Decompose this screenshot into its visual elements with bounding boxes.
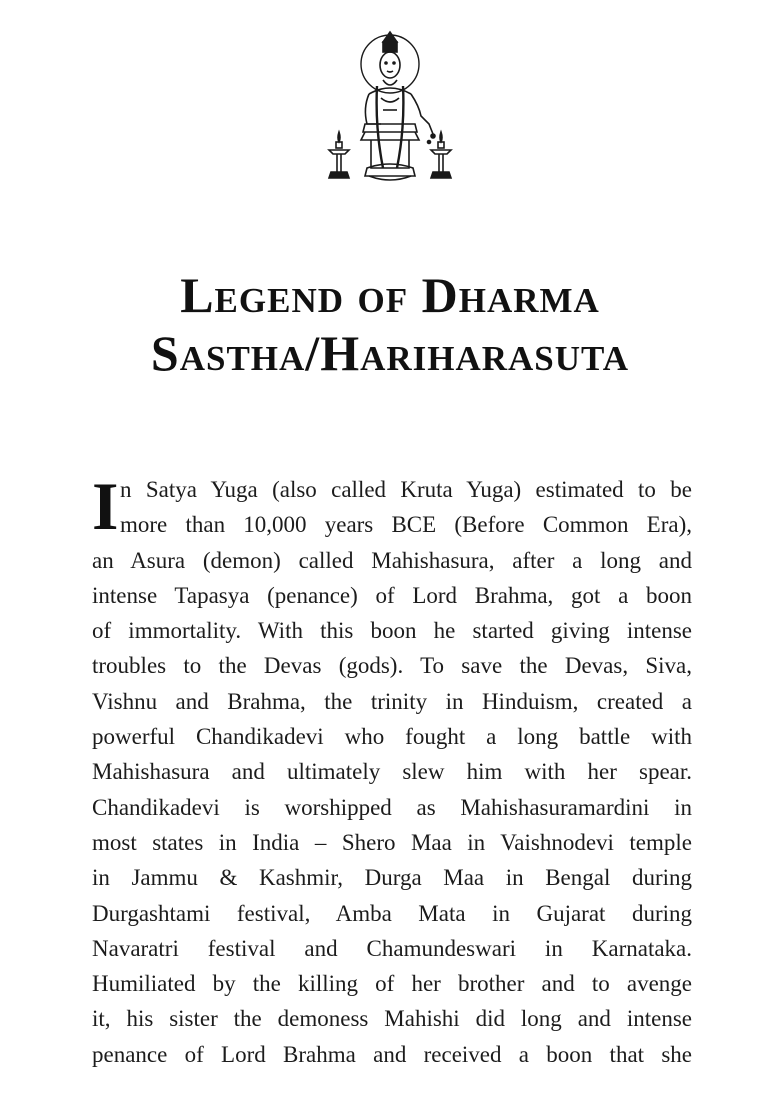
text-line: Humiliated by the killing of her brother and to avenge bbox=[92, 971, 692, 997]
text-line: penance of Lord Brahma and received a boon that she bbox=[92, 1041, 692, 1067]
text-line: of immortality. With this boon he started giving intense bbox=[92, 618, 692, 644]
text-line: most states in India – Shero Maa in Vaishnodevi temple bbox=[92, 829, 692, 855]
text-line: Mahishasura and ultimately slew him with her spear. bbox=[92, 759, 692, 785]
deity-with-lamps-icon bbox=[325, 28, 455, 188]
text-line: more than 10,000 years BCE (Before Common Era), bbox=[120, 512, 692, 538]
text-line: intense Tapasya (penance) of Lord Brahma, got a boon bbox=[92, 582, 692, 608]
text-line: troubles to the Devas (gods). To save the Devas, Siva, bbox=[92, 653, 692, 679]
text-line: Navaratri festival and Chamundeswari in Karnataka. bbox=[92, 935, 692, 961]
text-line: Durgashtami festival, Amba Mata in Gujarat during bbox=[92, 900, 692, 926]
text-line: powerful Chandikadevi who fought a long battle with bbox=[92, 724, 692, 750]
chapter-title bbox=[0, 266, 780, 382]
text-line: Chandikadevi is worshipped as Mahishasuramardini in bbox=[92, 794, 692, 820]
deity-illustration bbox=[325, 28, 455, 188]
drop-cap: I bbox=[92, 468, 119, 544]
chapter-title-line-2: Sastha/Hariharasuta bbox=[150, 324, 630, 381]
text-line: n Satya Yuga (also called Kruta Yuga) estimated to be bbox=[120, 477, 692, 502]
text-line: Vishnu and Brahma, the trinity in Hinduism, created a bbox=[92, 688, 692, 714]
text-line: an Asura (demon) called Mahishasura, after a long and bbox=[92, 547, 692, 573]
body-paragraph bbox=[92, 468, 692, 1072]
chapter-title-line-1: Legend of Dharma bbox=[180, 266, 600, 323]
text-line: it, his sister the demoness Mahishi did long and intense bbox=[92, 1006, 692, 1032]
text-line: in Jammu & Kashmir, Durga Maa in Bengal during bbox=[92, 865, 692, 891]
